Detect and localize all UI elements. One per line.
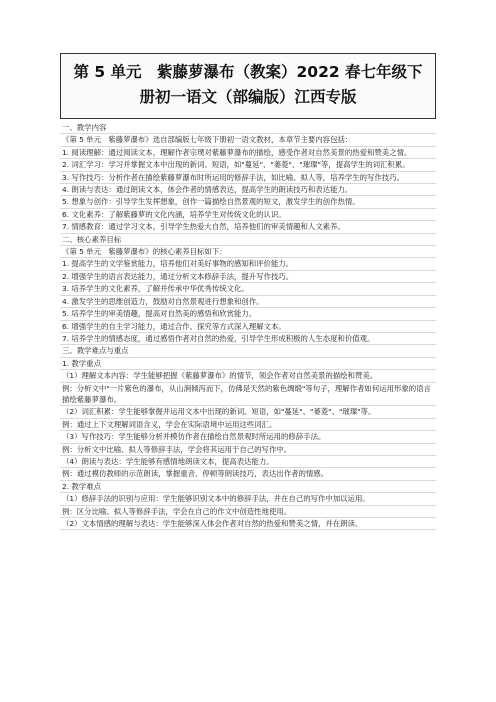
list-item: （4）朗读与表达：学生能够有感情地朗读文本，提高表达能力。	[60, 456, 436, 468]
subheading-key-points: 1. 教学重点	[60, 358, 436, 370]
document-page	[60, 53, 436, 530]
list-item: 3. 培养学生的文化素养，了解并传承中华优秀传统文化。	[60, 283, 436, 295]
list-item: （2）词汇积累：学生能够掌握并运用文本中出现的新词、短语，如"蔓延"、"蒌菱"、"璀璨"等。	[60, 406, 436, 418]
heading-difficulties: 三、教学难点与重点	[60, 345, 436, 357]
list-item: （2）文本情感的理解与表达：学生能够深入体会作者对自然的热爱和赞美之情，并在朗读、	[60, 518, 436, 530]
document-title: 第 5 单元 紫藤萝瀑布（教案）2022 春七年级下册初一语文（部编版）江西专版	[60, 53, 436, 119]
example-line: 例：分析文中比喻、拟人等修辞手法，学会将其运用于自己的写作中。	[60, 444, 436, 456]
list-item: 4. 朗读与表达：通过朗读文本，体会作者的情感表达，提高学生的朗读技巧和表达能力。	[60, 184, 436, 196]
list-item: 4. 激发学生的思维创造力，鼓励对自然景观进行想象和创作。	[60, 296, 436, 308]
document-body	[60, 122, 436, 530]
list-item: 7. 培养学生的情感态度，通过感悟作者对自然的热爱，引导学生形成积极的人生态度和价值观。	[60, 333, 436, 345]
list-item: 7. 情感教育：通过学习文本，引导学生热爱大自然，培养他们的审美情趣和人文素养。	[60, 221, 436, 233]
list-item: 1. 提高学生的文学鉴赏能力，培养他们对美好事物的感知和评价能力。	[60, 258, 436, 270]
list-item: （3）写作技巧：学生能够分析并模仿作者在描绘自然景观时所运用的修辞手法。	[60, 431, 436, 443]
list-item: 2. 增强学生的语言表达能力，通过分析文本修辞手法，提升写作技巧。	[60, 271, 436, 283]
list-item: 5. 想象与创作：引导学生发挥想象，创作一篇描绘自然景观的短文，激发学生的创作热情。	[60, 196, 436, 208]
list-item: 6. 增强学生的自主学习能力，通过合作、探究等方式深入理解文本。	[60, 321, 436, 333]
list-item: （1）修辞手法的识别与应用：学生能够识别文本中的修辞手法，并在自己的写作中加以运用。	[60, 493, 436, 505]
list-item: 3. 写作技巧：分析作者在描绘紫藤萝瀑布时所运用的修辞手法，如比喻、拟人等，培养学生的写作技巧。	[60, 172, 436, 184]
example-line: 例：通过模仿教师的示范朗读，掌握重音、停顿等朗读技巧，表达出作者的情感。	[60, 468, 436, 480]
heading-core-literacy: 二、核心素养目标	[60, 234, 436, 246]
list-item: 6. 文化素养：了解紫藤萝的文化内涵，培养学生对传统文化的认识。	[60, 209, 436, 221]
heading-teaching-content: 一、教学内容	[60, 122, 436, 134]
paragraph-intro: 《第 5 单元 紫藤萝瀑布》的核心素养目标如下：	[60, 246, 436, 258]
list-item: 1. 阅读理解：通过阅读文本，理解作者宗璞对紫藤萝瀑布的描绘，感受作者对自然美景的热爱和赞美之情。	[60, 147, 436, 159]
list-item: （1）理解文本内容：学生能够把握《紫藤萝瀑布》的情节，领会作者对自然美景的描绘和赞美。	[60, 370, 436, 382]
subheading-difficult-points: 2. 教学难点	[60, 481, 436, 493]
list-item: 5. 培养学生的审美情趣，提高对自然美的感悟和欣赏能力。	[60, 308, 436, 320]
list-item: 2. 词汇学习：学习并掌握文本中出现的新词、短语，如"蔓延"、"蒌菱"、"璀璨"等，提高学生的词汇积累。	[60, 159, 436, 171]
paragraph-intro: 《第 5 单元 紫藤萝瀑布》选自部编版七年级下册初一语文教材，本章节主要内容包括：	[60, 134, 436, 146]
example-line: 例：区分比喻、拟人等修辞手法，学会在自己的作文中创造性地使用。	[60, 506, 436, 518]
example-line: 例：通过上下文理解词语含义，学会在实际语境中运用这些词汇。	[60, 419, 436, 431]
example-line: 例：分析文中"一片紫色的瀑布，从山涧倾泻而下，仿佛是天然的紫色绸缎"等句子，理解作者如何运用形象的语言描绘紫藤萝瀑布。	[60, 383, 436, 407]
